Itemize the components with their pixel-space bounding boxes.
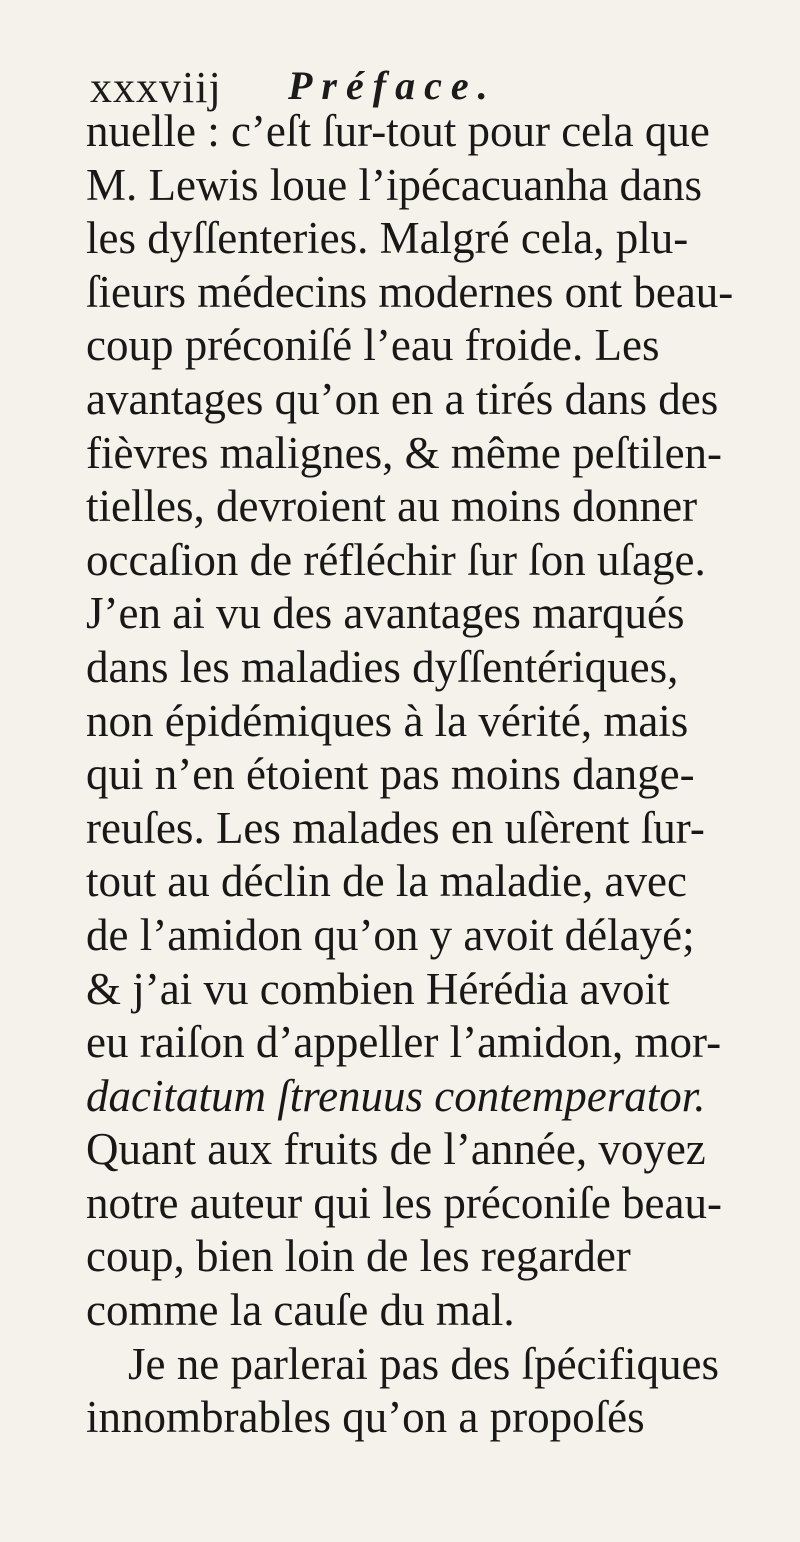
latin-quote-line: dacitatum ſtrenuus contemperator. <box>86 1070 706 1121</box>
body-text <box>86 105 776 1445</box>
text-line: nuelle : c’eſt ſur-tout pour cela que <box>86 106 710 156</box>
text-line: comme la cauſe du mal. <box>86 1285 515 1336</box>
text-line: innombrables qu’on a propoſés <box>86 1392 645 1443</box>
text-line: notre auteur qui les préconiſe beau- <box>86 1177 722 1228</box>
text-line: & j’ai vu combien Hérédia avoit <box>86 963 670 1014</box>
paragraph-start-line: Je ne parlerai pas des ſpécifiques <box>128 1338 719 1389</box>
text-line: les dyſſenteries. Malgré cela, plu- <box>86 213 689 264</box>
text-line: dans les maladies dyſſentériques, <box>86 641 679 692</box>
text-line: M. Lewis loue l’ipécacuanha dans <box>86 159 703 210</box>
text-line: fièvres malignes, & même peſtilen- <box>86 427 723 478</box>
text-line: occaſion de réfléchir ſur ſon uſage. <box>86 534 706 585</box>
text-line: reuſes. Les malades en uſèrent ſur- <box>86 802 705 853</box>
page-number: xxxviij <box>90 63 222 112</box>
text-line: non épidémiques à la vérité, mais <box>86 695 689 746</box>
text-line: J’en ai vu des avantages marqués <box>86 588 685 639</box>
text-line: avantages qu’on en a tirés dans des <box>86 373 719 424</box>
text-line: coup, bien loin de les regarder <box>86 1231 631 1282</box>
text-line: eu raiſon d’appeller l’amidon, mor- <box>86 1017 722 1068</box>
text-line: ſieurs médecins modernes ont beau- <box>86 266 734 317</box>
text-line: tout au déclin de la maladie, avec <box>86 856 687 907</box>
text-line: Quant aux fruits de l’année, voyez <box>86 1124 706 1175</box>
text-line: coup préconiſé l’eau froide. Les <box>86 320 660 371</box>
text-line: de l’amidon qu’on y avoit délayé; <box>86 909 695 960</box>
running-title: Préface. <box>288 63 497 108</box>
text-line: qui n’en étoient pas moins dange- <box>86 749 695 800</box>
text-line: tielles, devroient au moins donner <box>86 481 698 532</box>
